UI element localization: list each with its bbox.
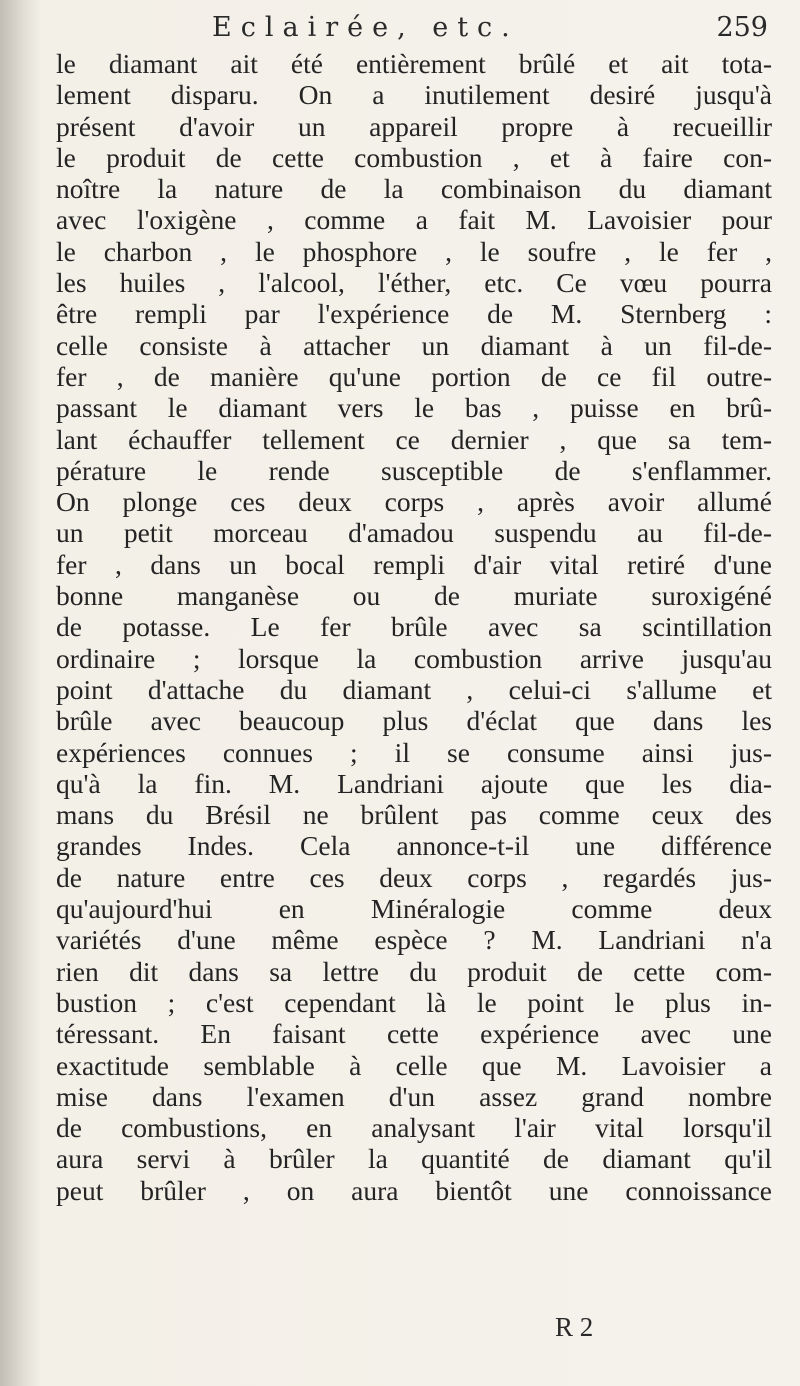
text-line: de potasse. Le fer brûle avec sa scintillation	[56, 611, 772, 643]
text-line: un petit morceau d'amadou suspendu au fil-de-	[56, 517, 772, 549]
text-line: lement disparu. On a inutilement desiré jusqu'à	[56, 79, 772, 111]
text-line: ordinaire ; lorsque la combustion arrive jusqu'au	[56, 642, 772, 674]
body-text	[56, 48, 772, 1206]
text-line: On plonge ces deux corps , après avoir allumé	[56, 486, 772, 518]
text-line: noître la nature de la combinaison du diamant	[56, 173, 772, 205]
text-line: fer , dans un bocal rempli d'air vital retiré d'une	[56, 548, 772, 580]
text-line: qu'à la fin. M. Landriani ajoute que les dia-	[56, 767, 772, 799]
text-line: avec l'oxigène , comme a fait M. Lavoisier pour	[56, 204, 772, 236]
text-line: téressant. En faisant cette expérience avec une	[56, 1018, 772, 1050]
running-head-title: Eclairée, etc.	[212, 12, 519, 43]
text-line: bustion ; c'est cependant là le point le plus in-	[56, 986, 772, 1018]
text-line: pérature le rende susceptible de s'enflammer.	[56, 454, 772, 486]
text-line: celle consiste à attacher un diamant à un fil-de-	[56, 329, 772, 361]
text-line: les huiles , l'alcool, l'éther, etc. Ce vœu pourra	[56, 267, 772, 299]
text-line: de nature entre ces deux corps , regardés jus-	[56, 861, 772, 893]
text-line: le charbon , le phosphore , le soufre , le fer ,	[56, 235, 772, 267]
text-line: le produit de cette combustion , et à faire con-	[56, 141, 772, 173]
text-line: bonne manganèse ou de muriate suroxigéné	[56, 580, 772, 612]
text-line: lant échauffer tellement ce dernier , que sa tem-	[56, 423, 772, 455]
text-line: mise dans l'examen d'un assez grand nombre	[56, 1080, 772, 1112]
text-line: passant le diamant vers le bas , puisse en brû-	[56, 392, 772, 424]
text-line: grandes Indes. Cela annonce-t-il une différence	[56, 830, 772, 862]
signature-mark: R 2	[555, 1312, 594, 1342]
text-line: expériences connues ; il se consume ainsi jus-	[56, 736, 772, 768]
page-number: 259	[716, 12, 768, 43]
binding-gutter-shadow	[0, 0, 42, 1386]
text-line: brûle avec beaucoup plus d'éclat que dans les	[56, 705, 772, 737]
text-line: peut brûler , on aura bientôt une connoissance	[56, 1174, 772, 1206]
text-line: variétés d'une même espèce ? M. Landriani n'a	[56, 924, 772, 956]
text-line: point d'attache du diamant , celui-ci s'allume et	[56, 673, 772, 705]
text-line: aura servi à brûler la quantité de diamant qu'il	[56, 1143, 772, 1175]
text-line: qu'aujourd'hui en Minéralogie comme deux	[56, 893, 772, 925]
text-line: le diamant ait été entièrement brûlé et ait tota-	[56, 48, 772, 79]
text-line: être rempli par l'expérience de M. Sternberg :	[56, 298, 772, 330]
text-line: fer , de manière qu'une portion de ce fil outre-	[56, 360, 772, 392]
running-head	[52, 12, 772, 52]
text-line: exactitude semblable à celle que M. Lavoisier a	[56, 1049, 772, 1081]
text-line: rien dit dans sa lettre du produit de cette com-	[56, 955, 772, 987]
text-line: mans du Brésil ne brûlent pas comme ceux des	[56, 799, 772, 831]
text-line: présent d'avoir un appareil propre à recueillir	[56, 110, 772, 142]
text-line: de combustions, en analysant l'air vital lorsqu'il	[56, 1112, 772, 1144]
